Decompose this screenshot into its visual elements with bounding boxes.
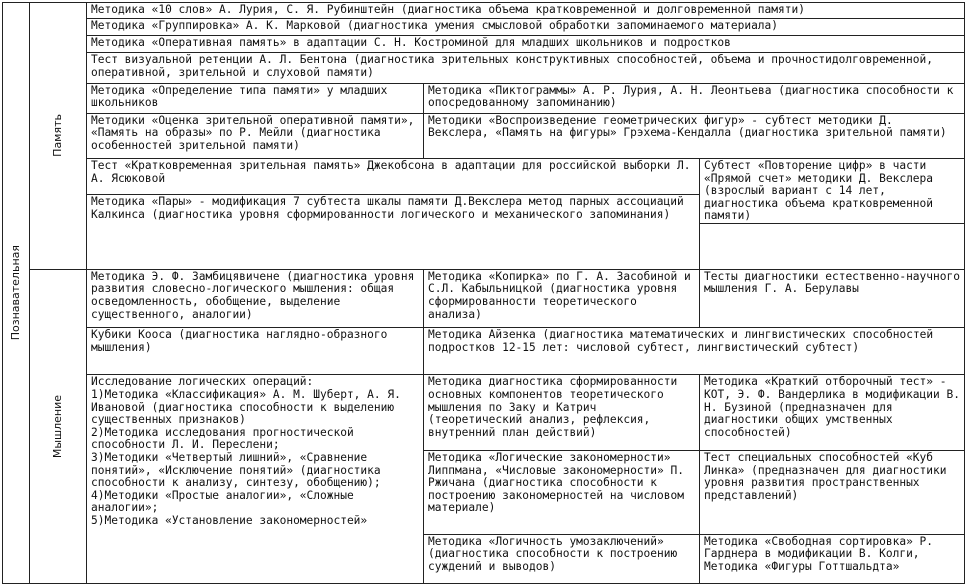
methods-table (2, 2, 965, 584)
category-thinking-label: Мышление (51, 394, 64, 458)
memory-row-8: Методика «Пары» - модификация 7 субтеста шкалы памяти Д.Векслера метод парных ассоциаций Калкинса (диагностика уровня сформированности логического и механического запоминания) (87, 195, 700, 269)
thinking-row-3-col-3: Методика «Краткий отборочный тест» - КОТ, Э. Ф. Вандерлика в модификации В. Н. Бузиной (предназначен для диагностики общих умственных способностей) (700, 375, 965, 451)
logic-ops-item-5: 5)Методика «Установление закономерностей» (91, 514, 368, 528)
logic-ops-item-3: 3)Методики «Четвертый лишний», «Сравнение понятий», «Исключение понятий» (диагностика способности к анализу, синтезу, обобщению); (91, 451, 381, 490)
logic-ops-heading: Исследование логических операций: (91, 375, 314, 389)
memory-row-1: Методика «10 слов» А. Лурия, С. Я. Рубинштейн (диагностика объема кратковременной и долговременной памяти) (87, 3, 965, 19)
logic-operations-cell (87, 375, 424, 584)
thinking-row-1-col-3: Тесты диагностики естественно-научного мышления Г. А. Берулавы (700, 269, 965, 327)
logic-ops-item-2: 2)Методика исследования прогностической способности Л. И. Переслени; (91, 425, 354, 452)
memory-row-5-left: Методика «Определение типа памяти» у младших школьников (87, 83, 424, 113)
category-thinking (30, 269, 87, 583)
memory-row-3: Методика «Оперативная память» в адаптации С. Н. Костроминой для младших школьников и подростков (87, 36, 965, 53)
memory-row-7-left: Тест «Кратковременная зрительная память» Джекобсона в адаптации для российской выборки Л. А. Ясюковой (87, 159, 700, 195)
logic-ops-item-1: 1)Методика «Классификация» А. М. Шуберт, А. Я. Ивановой (диагностика способности к выделению существенных признаков) (91, 388, 401, 427)
category-memory (30, 3, 87, 270)
category-memory-label: Память (51, 114, 64, 158)
thinking-row-1-col-2: Методика «Копирка» по Г. А. Засобиной и С.Л. Кабыльницкой (диагностика уровня сформированности теоретического анализа) (424, 269, 700, 327)
thinking-row-1-col-1: Методика Э. Ф. Замбицявичене (диагностика уровня развития словесно-логического мышления: общая осведомленность, обобщение, выделение существенного, аналогии) (87, 269, 424, 327)
thinking-row-4-col-3: Тест специальных способностей «Куб Линка» (предназначен для диагностики уровня развития пространственных представлений) (700, 451, 965, 535)
memory-row-6-left: Методики «Оценка зрительной оперативной памяти», «Память на образы» по Р. Мейли (диагностика особенностей зрительной памяти) (87, 113, 424, 158)
memory-empty-cell (700, 224, 965, 269)
category-cognitive-label: Познавательная (9, 245, 22, 341)
thinking-row-5-col-3: Методика «Свободная сортировка» Р. Гарднера в модификации В. Колги, Методика «Фигуры Готтшальдта» (700, 534, 965, 583)
category-cognitive (3, 3, 30, 584)
thinking-row-3-col-2: Методика диагностика сформированности основных компонентов теоретического мышления по Заку и Катрич (теоретический анализ, рефлексия, внутренний план действий) (424, 375, 700, 451)
memory-row-5-right: Методика «Пиктограммы» А. Р. Лурия, А. Н. Леонтьева (диагностика способности к опосредованному запоминанию) (424, 83, 965, 113)
memory-row-4: Тест визуальной ретенции А. Л. Бентона (диагностика зрительных конструктивных способностей, объема и прочностидолговременной, оперативной, зрительной и слуховой памяти) (87, 53, 965, 83)
thinking-row-2-col-1: Кубики Кооса (диагностика наглядно-образного мышления) (87, 328, 424, 375)
memory-row-6-right: Методики «Воспроизведение геометрических фигур» - субтест методики Д. Векслера, «Память на фигуры» Грэхема-Кендалла (диагностика зрительной памяти) (424, 113, 965, 158)
logic-ops-item-4: 4)Методики «Простые аналогии», «Сложные аналогии»; (91, 488, 354, 515)
thinking-row-5-col-2: Методика «Логичность умозаключений» (диагностика способности к построению суждений и выводов) (424, 534, 700, 583)
thinking-row-2-col-23: Методика Айзенка (диагностика математических и лингвистических способностей подростков 12-15 лет: числовой субтест, лингвистический субтест) (424, 328, 965, 375)
memory-row-2: Методика «Группировка» А. К. Марковой (диагностика умения смысловой обработки запоминаемого материала) (87, 19, 965, 36)
memory-row-7-right: Субтест «Повторение цифр» в части «Прямой счет» методики Д. Векслера (взрослый вариант с 14 лет, диагностика объема кратковременной памяти) (700, 159, 965, 224)
thinking-row-4-col-2: Методика «Логические закономерности» Липпмана, «Числовые закономерности» П. Ржичана (диагностика способности к построению закономерностей на числовом материале) (424, 451, 700, 535)
